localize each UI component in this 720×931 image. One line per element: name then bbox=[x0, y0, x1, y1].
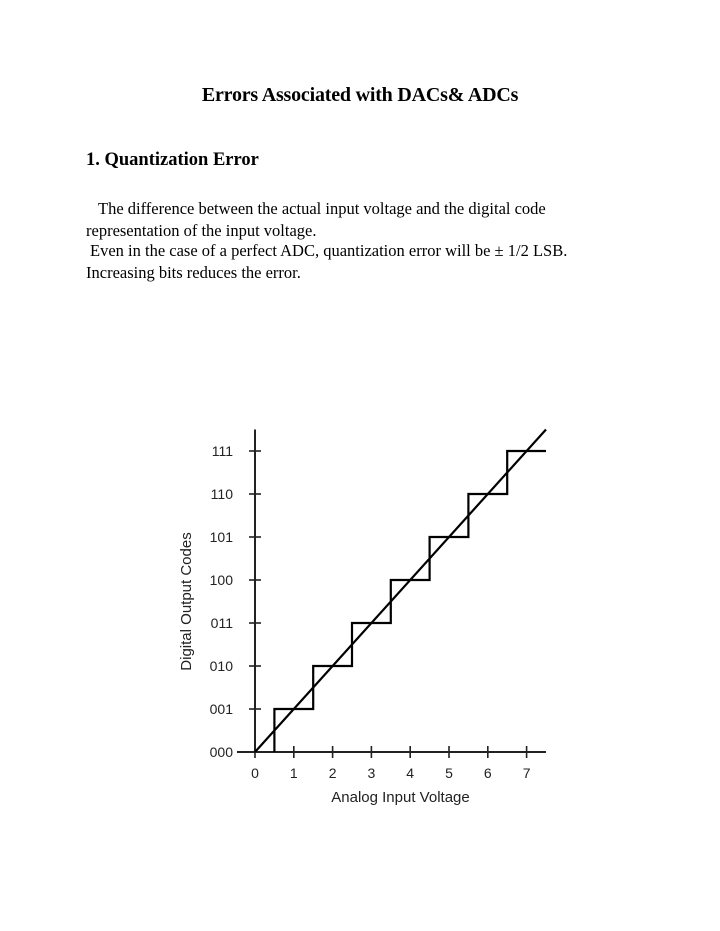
x-tick-label: 6 bbox=[483, 765, 492, 781]
y-tick-label: 000 bbox=[209, 744, 233, 760]
x-tick-label: 0 bbox=[251, 765, 259, 781]
page-title: Errors Associated with DACs& ADCs bbox=[201, 84, 519, 106]
paragraph-definition-text: The difference between the actual input voltage and the digital code representation of the input voltage. bbox=[86, 199, 546, 240]
y-tick-label: 010 bbox=[209, 658, 233, 674]
paragraph-lsb-note bbox=[86, 240, 686, 284]
x-tick-label: 1 bbox=[289, 765, 298, 781]
y-tick-label: 111 bbox=[211, 443, 233, 459]
y-axis-ticks bbox=[210, 443, 261, 760]
section-heading: 1. Quantization Error bbox=[86, 150, 259, 170]
staircase-series bbox=[274, 451, 546, 752]
y-tick-label: 011 bbox=[210, 615, 233, 631]
ideal-transfer-line bbox=[255, 430, 546, 753]
y-tick-label: 100 bbox=[209, 572, 233, 588]
x-tick-label: 7 bbox=[522, 765, 531, 781]
y-axis-title: Digital Output Codes bbox=[178, 532, 195, 671]
x-axis-title: Analog Input Voltage bbox=[331, 789, 470, 806]
quantization-chart bbox=[160, 420, 560, 820]
x-tick-label: 3 bbox=[367, 765, 376, 781]
x-tick-label: 4 bbox=[406, 765, 415, 781]
paragraph-definition bbox=[86, 198, 686, 242]
x-tick-label: 2 bbox=[328, 765, 337, 781]
y-tick-label: 110 bbox=[210, 486, 233, 502]
chart-series bbox=[255, 430, 546, 753]
x-tick-label: 5 bbox=[445, 765, 453, 781]
y-tick-label: 101 bbox=[209, 529, 233, 545]
paragraph-lsb-note-text: Even in the case of a perfect ADC, quantization error will be ± 1/2 LSB. Increasing bits reduces the error. bbox=[86, 241, 568, 282]
y-tick-label: 001 bbox=[209, 701, 233, 717]
